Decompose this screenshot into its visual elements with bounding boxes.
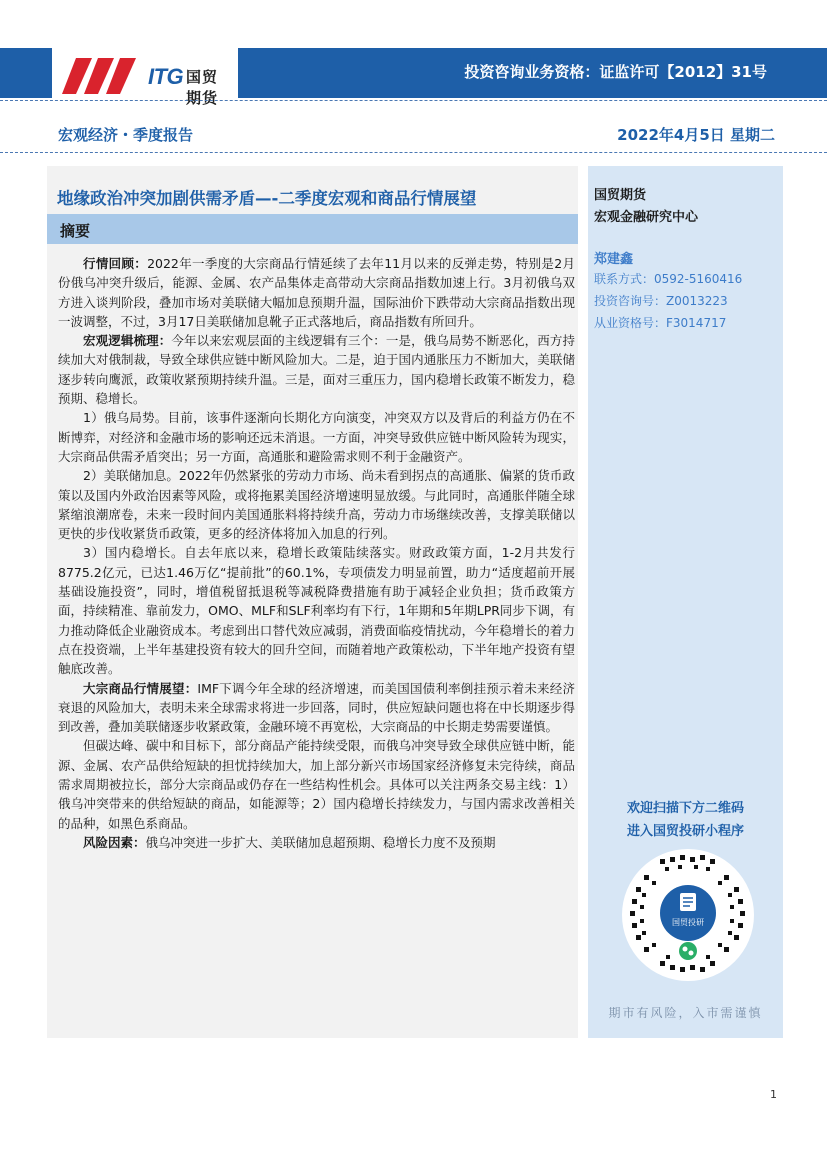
- paragraph-text: 2022年一季度的大宗商品行情延续了去年11月以来的反弹走势，特别是2月份俄乌冲突升级后，能源、金属、农产品集体走高带动大宗商品指数加速上行。3月初俄乌双方进入谈判阶段，叠加市场对美联储大幅加息预期升温，国际油价下跌带动大宗商品指数出现一波调整，不过，3月17日美联储加息靴子正式落地后，商品指数有所回升。: [58, 256, 575, 329]
- report-date: 2022年4月5日 星期二: [617, 126, 775, 144]
- paragraph-text: 2）美联储加息。2022年仍然紧张的劳动力市场、尚未看到拐点的高通胀、偏紧的货币政策以及国内外政治因素等风险，或将拖累美国经济增速明显放缓。与此同时，高通胀伴随全球紧缩浪潮席卷，未来一段时间内美国通胀料将持续升高，劳动力市场继续改善，支撑美联储以更快的步伐收紧货币政策，更多的经济体将加入加息的行列。: [58, 468, 575, 542]
- paragraph-text: 1）俄乌局势。目前，该事件逐渐向长期化方向演变，冲突双方以及背后的利益方仍在不断博弈，对经济和金融市场的影响还远未消退。一方面，冲突导致供应链中断风险转为现实，大宗商品供需矛盾突出；另一方面，高通胀和避险需求则不利于金融资产。: [58, 410, 575, 464]
- scan-prompt-line2: 进入国贸投研小程序: [626, 824, 744, 839]
- qr-code-icon: [620, 847, 756, 983]
- paragraph-review: [58, 254, 575, 331]
- paragraph-text: IMF下调今年全球的经济增速，而美国国债利率倒挂预示着未来经济衰退的风险加大，表明未来全球需求将进一步回落，同时，供应短缺问题也将在中长期逐步得到改善，叠加美联储逐步收紧政策，金融环境不再宽松，大宗商品的中长期走势需要谨慎。: [58, 680, 575, 735]
- qr-center-label: 国贸投研: [672, 918, 704, 927]
- company-logo: [62, 52, 232, 107]
- dept-name: 宏观金融研究中心: [594, 210, 699, 225]
- mini-program-qr-code[interactable]: [620, 847, 756, 983]
- scan-prompt-line1: 欢迎扫描下方二维码: [626, 801, 744, 816]
- logo-abbr: ITG: [148, 64, 184, 89]
- advisory-number: 投资咨询号：Z0013223: [594, 294, 728, 308]
- abstract-bar: [47, 214, 578, 244]
- abstract-heading: 摘要: [60, 222, 91, 240]
- paragraph-macro-logic: [58, 331, 575, 408]
- header-band-left: [0, 48, 52, 98]
- license-text: 投资咨询业务资格：证监许可【2012】31号: [464, 63, 767, 81]
- logo-name: 国贸期货: [186, 68, 219, 107]
- paragraph-commodity-outlook: [58, 679, 575, 737]
- paragraph-fed-hike: [58, 466, 575, 543]
- report-title: 地缘政治冲突加剧供需矛盾—-二季度宏观和商品行情展望: [57, 189, 477, 208]
- paragraph-text: 今年以来宏观层面的主线逻辑有三个：一是，俄乌局势不断恶化，西方持续加大对俄制裁，导致全球供应链中断风险加大。二是，迫于国内通胀压力不断加大，美联储逐步转向鹰派，政策收紧预期持续升温。三是，面对三重压力，国内稳增长政策不断发力，稳预期、稳增长。: [58, 333, 575, 407]
- paragraph-domestic-growth: [58, 543, 575, 678]
- abstract-body: [58, 254, 575, 852]
- paragraph-lead: 行情回顾：: [83, 256, 148, 271]
- header-divider: [0, 100, 827, 101]
- paragraph-text: 3）国内稳增长。自去年底以来，稳增长政策陆续落实。财政政策方面，1-2月共发行8775.2亿元，已达1.46万亿“提前批”的60.1%，专项债发力明显前置，助力“适度超前开展基础设施投资”，同时，增值税留抵退税等减税降费措施有助于减轻企业负担；货币政策方面，持续精准、靠前发力，OMO、MLF和SLF利率均有下行，1年期和5年期LPR同步下调，有力推动降低企业融资成本。考虑到出口替代效应减弱，消费面临疫情扰动，今年稳增长的着力点在投资端，上半年基建投资有较大的回升空间，而随着地产政策松动，下半年地产投资有望触底改善。: [58, 545, 575, 677]
- paragraph-lead: 大宗商品行情展望：: [83, 680, 198, 696]
- subheader-divider: [0, 152, 827, 153]
- page-number: 1: [770, 1088, 777, 1101]
- report-category: 宏观经济・季度报告: [58, 126, 194, 144]
- paragraph-lead: 风险因素：: [83, 834, 146, 850]
- org-name: 国贸期货: [594, 188, 647, 203]
- paragraph-risk: [58, 833, 575, 852]
- paragraph-text: 俄乌冲突进一步扩大、美联储加息超预期、稳增长力度不及预期: [145, 834, 496, 850]
- paragraph-text: 但碳达峰、碳中和目标下，部分商品产能持续受限，而俄乌冲突导致全球供应链中断，能源、金属、农产品供给短缺的担忧持续加大，加上部分新兴市场国家经济修复未完待续，商品需求周期被拉长，部分大宗商品或仍存在一些结构性机会。具体可以关注两条交易主线：1）俄乌冲突带来的供给短缺的商品，如能源等；2）国内稳增长持续发力，与国内需求改善相关的品种，如黑色系商品。: [58, 738, 575, 831]
- author-name: 郑建鑫: [594, 252, 634, 267]
- paragraph-lead: 宏观逻辑梳理：: [83, 333, 172, 349]
- qualification-number: 从业资格号：F3014717: [594, 316, 727, 330]
- paragraph-structural: [58, 736, 575, 832]
- logo-stripes-icon: [62, 56, 148, 96]
- paragraph-russia-ukraine: [58, 408, 575, 466]
- risk-warning: 期市有风险，入市需谨慎: [608, 1006, 763, 1020]
- contact-phone: 联系方式：0592-5160416: [594, 272, 743, 286]
